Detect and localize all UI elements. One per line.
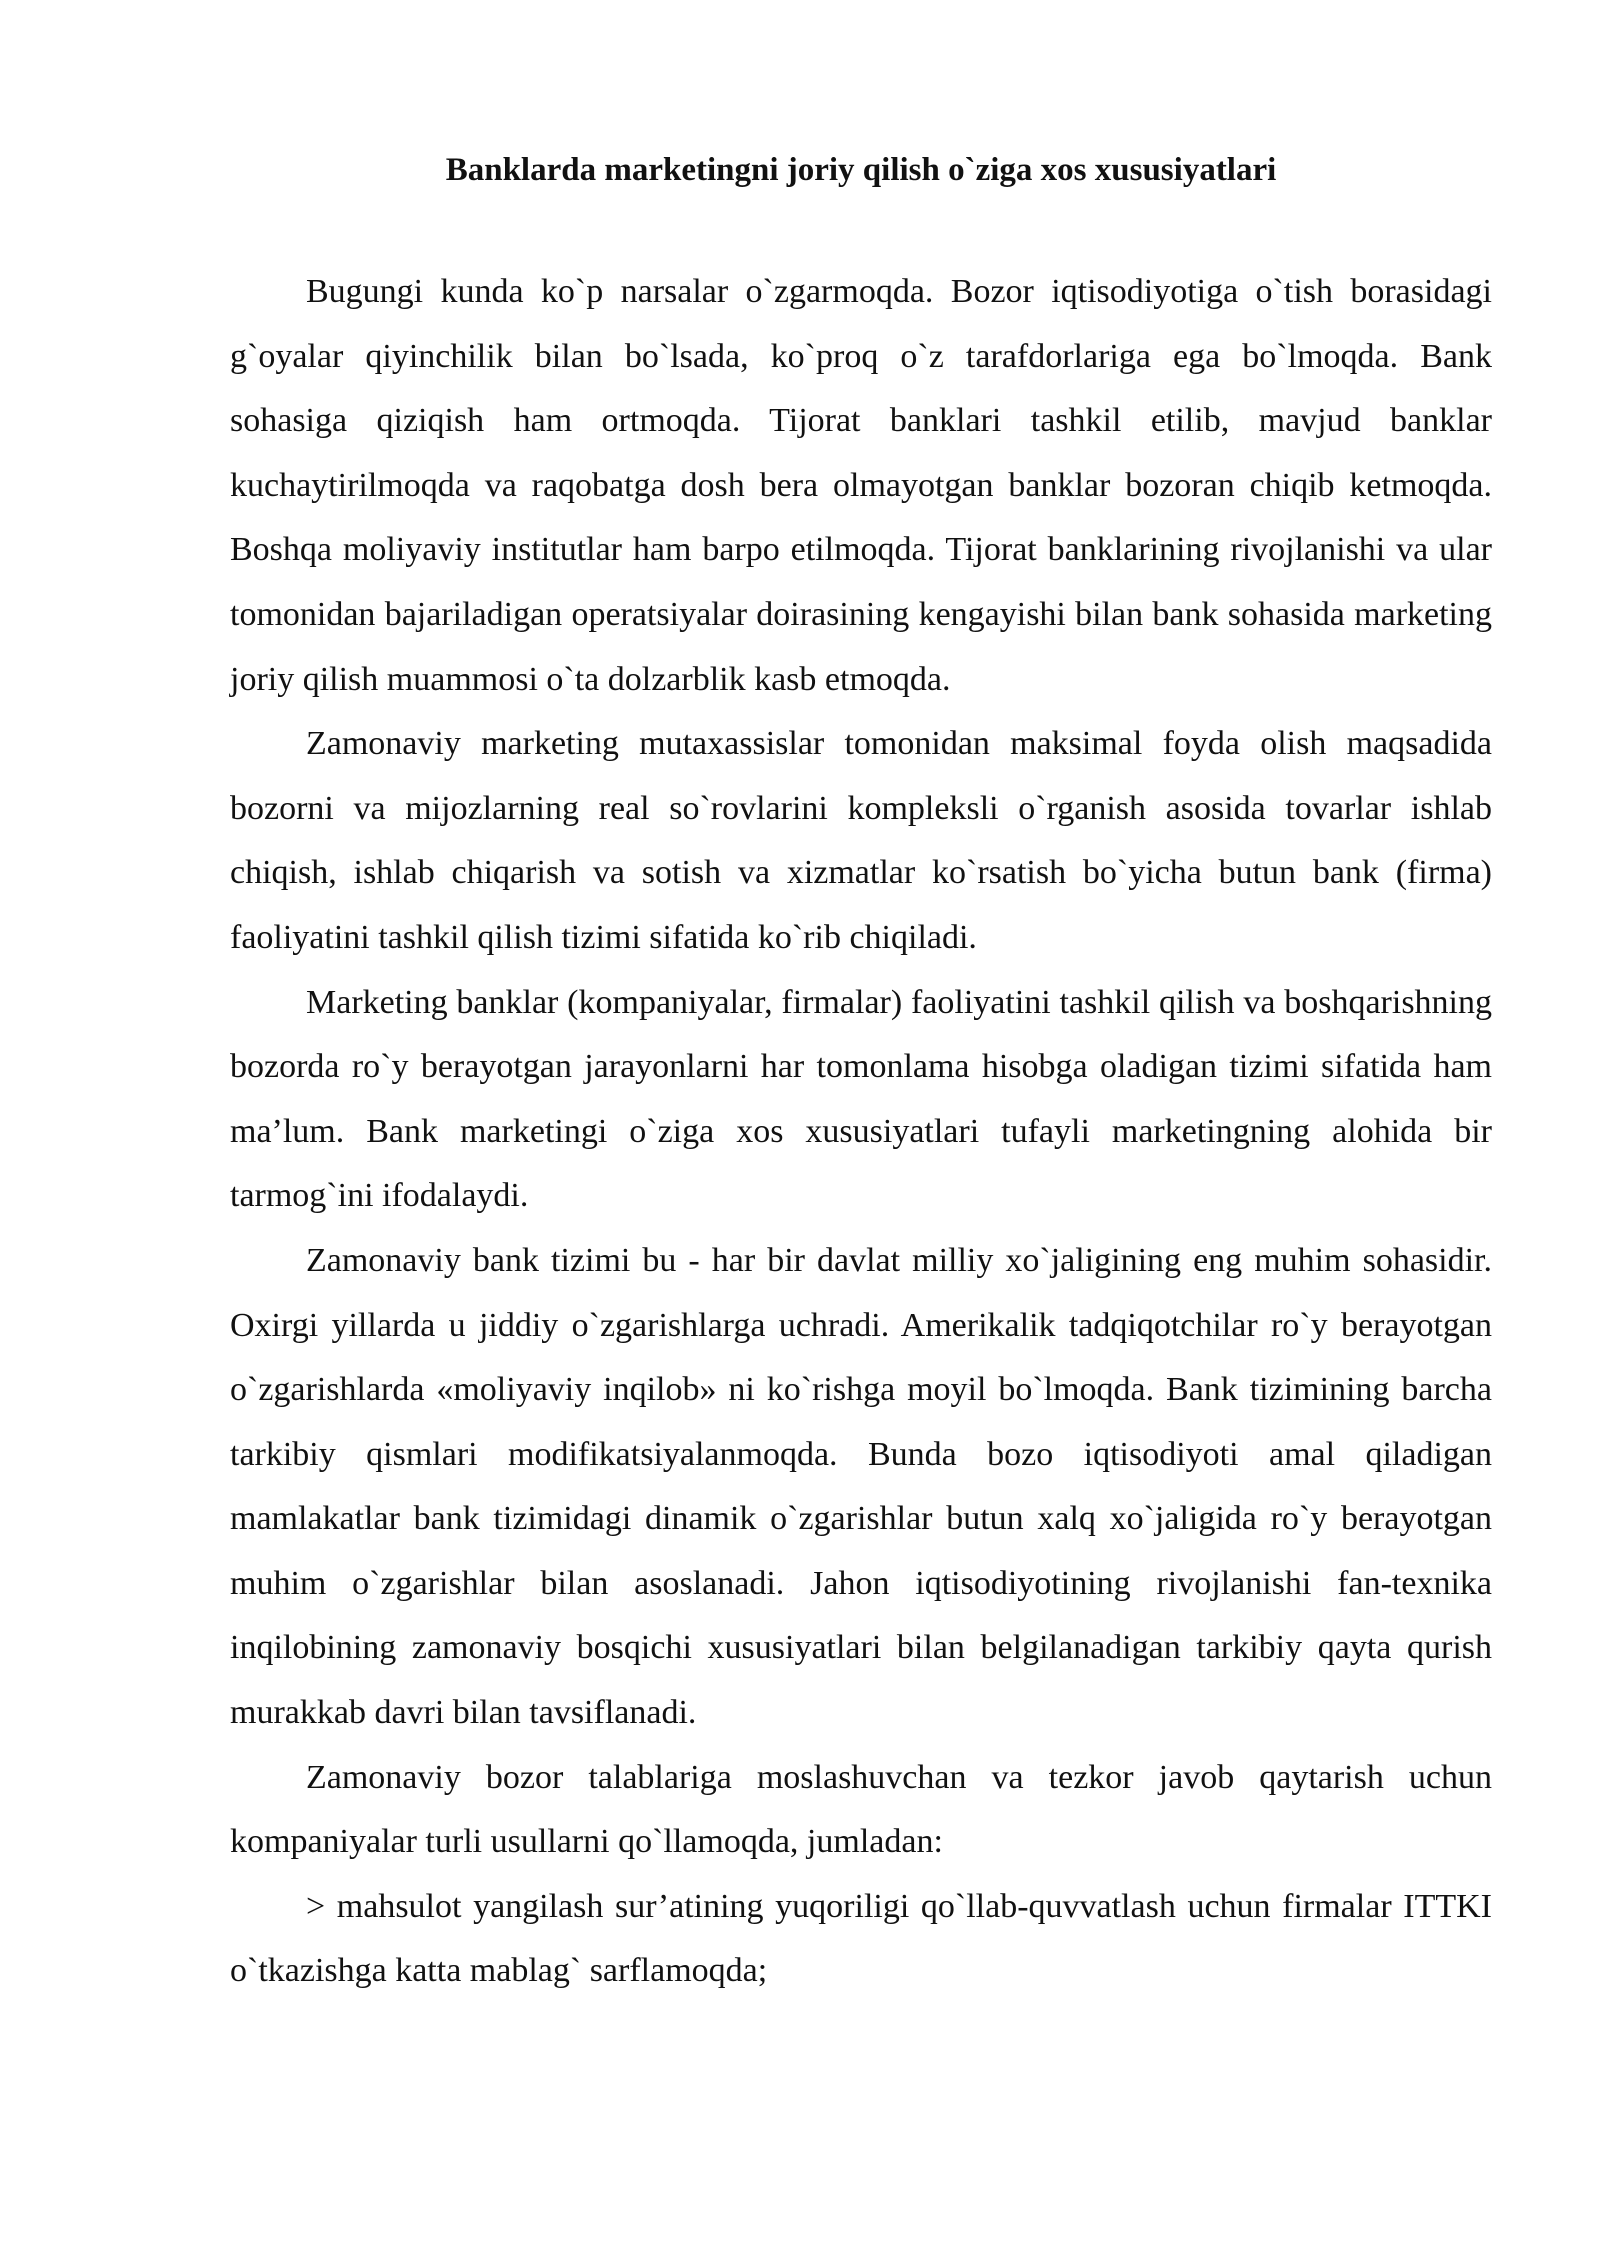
paragraph-2: Zamonaviy marketing mutaxassislar tomonidan maksimal foyda olish maqsadida bozorni va mijozlarning real so`rovlarini kompleksli o`rganish asosida tovarlar ishlab chiqish, ishlab chiqarish va sotish va xizmatlar ko`rsatish bo`yicha butun bank (firma) faoliyatini tashkil qilish tizimi sifatida ko`rib chiqiladi.: [230, 725, 1492, 956]
paragraph-1: Bugungi kunda ko`p narsalar o`zgarmoqda. Bozor iqtisodiyotiga o`tish borasidagi g`oyalar qiyinchilik bilan bo`lsada, ko`proq o`z tarafdorlariga ega bo`lmoqda. Bank sohasiga qiziqish ham ortmoqda. Tijorat banklari tashkil etilib, mavjud banklar kuchaytirilmoqda va raqobatga dosh bera olmayotgan banklar bozoran chiqib ketmoqda. Boshqa moliyaviy institutlar ham barpo etilmoqda. Tijorat banklarining rivojlanishi va ular tomonidan bajariladigan operatsiyalar doirasining kengayishi bilan bank sohasida marketing joriy qilish muammosi o`ta dolzarblik kasb etmoqda.: [230, 273, 1492, 698]
list-item-paragraph: > mahsulot yangilash sur’atining yuqoriligi qo`llab-quvvatlash uchun firmalar ITTKI o`tkazishga katta mablag` sarflamoqda;: [230, 1887, 1492, 1990]
paragraph-4: Zamonaviy bank tizimi bu - har bir davlat milliy xo`jaligining eng muhim sohasidir. Oxirgi yillarda u jiddiy o`zgarishlarga uchradi. Amerikalik tadqiqotchilar ro`y berayotgan o`zgarishlarda «moliyaviy inqilob» ni ko`rishga moyil bo`lmoqda. Bank tizimining barcha tarkibiy qismlari modifikatsiyalanmoqda. Bunda bozo iqtisodiyoti amal qiladigan mamlakatlar bank tizimidagi dinamik o`zgarishlar butun xalq xo`jaligida ro`y berayotgan muhim o`zgarishlar bilan asoslanadi. Jahon iqtisodiyotining rivojlanishi fan-texnika inqilobining zamonaviy bosqichi xususiyatlari bilan belgilanadigan tarkibiy qayta qurish murakkab davri bilan tavsiflanadi.: [230, 1241, 1492, 1732]
document-title: Banklarda marketingni joriy qilish o`ziga xos xususiyatlari: [445, 152, 1277, 188]
paragraph-3: Marketing banklar (kompaniyalar, firmalar) faoliyatini tashkil qilish va boshqarishning bozorda ro`y berayotgan jarayonlarni har tomonlama hisobga oladigan tizimi sifatida ham ma’lum. Bank marketingi o`ziga xos xususiyatlari tufayli marketingning alohida bir tarmog`ini ifodalaydi.: [230, 983, 1492, 1215]
paragraph-5: Zamonaviy bozor talablariga moslashuvchan va tezkor javob qaytarish uchun kompaniyalar turli usullarni qo`llamoqda, jumladan:: [230, 1758, 1492, 1861]
document-page: [230, 148, 1492, 2004]
